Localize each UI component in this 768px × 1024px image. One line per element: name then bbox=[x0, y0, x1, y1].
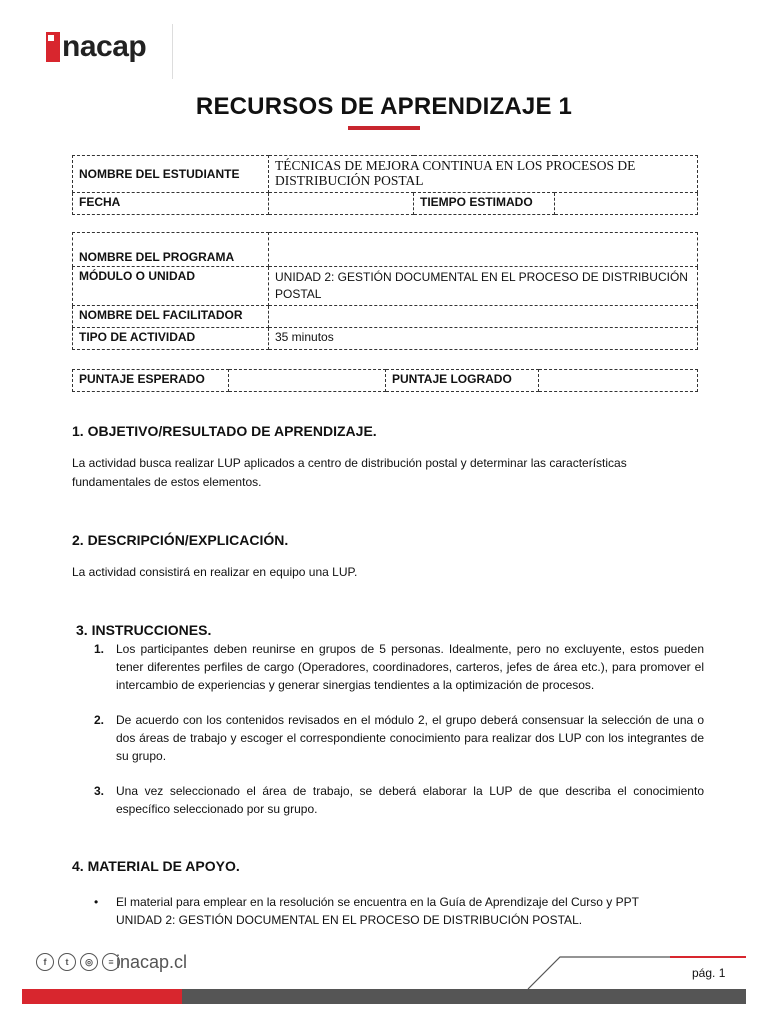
social-icons bbox=[36, 953, 120, 971]
module-label: MÓDULO O UNIDAD bbox=[73, 267, 269, 306]
page-number: pág. 1 bbox=[692, 966, 726, 980]
logo-mark-icon bbox=[46, 32, 60, 62]
date-label: FECHA bbox=[73, 193, 269, 215]
header-divider bbox=[172, 24, 173, 79]
program-table bbox=[72, 232, 698, 350]
instruction-item bbox=[94, 711, 704, 765]
section-2-heading: 2. DESCRIPCIÓN/EXPLICACIÓN. bbox=[72, 532, 289, 548]
instruction-number: 1. bbox=[94, 642, 105, 656]
material-bullet bbox=[94, 893, 726, 929]
expected-score-value[interactable] bbox=[229, 370, 386, 392]
section-1-heading: 1. OBJETIVO/RESULTADO DE APRENDIZAJE. bbox=[72, 423, 377, 439]
material-line-2: UNIDAD 2: GESTIÓN DOCUMENTAL EN EL PROCESO DE DISTRIBUCIÓN POSTAL. bbox=[116, 913, 583, 927]
achieved-score-value[interactable] bbox=[539, 370, 698, 392]
instruction-text: De acuerdo con los contenidos revisados en el módulo 2, el grupo deberá consensuar la selección de una o dos áreas de trabajo y escoger el correspondiente conocimiento para realizar dos LUP con los integrantes de su grupo. bbox=[116, 713, 704, 763]
footer-site-link[interactable]: inacap.cl bbox=[116, 952, 188, 972]
title-underline bbox=[348, 126, 420, 130]
footer-red-bar bbox=[22, 989, 182, 1004]
estimated-time-value[interactable] bbox=[555, 193, 698, 215]
facilitator-value[interactable] bbox=[269, 306, 698, 328]
section-1-text: La actividad busca realizar LUP aplicados a centro de distribución postal y determinar las características fundamentales de estos elementos. bbox=[72, 456, 627, 489]
program-name-label: NOMBRE DEL PROGRAMA bbox=[73, 233, 269, 267]
instructions-list bbox=[94, 640, 704, 818]
section-2-text: La actividad consistirá en realizar en equipo una LUP. bbox=[72, 565, 358, 579]
facilitator-label: NOMBRE DEL FACILITADOR bbox=[73, 306, 269, 328]
footer-gray-bar bbox=[182, 989, 746, 1004]
instruction-number: 3. bbox=[94, 784, 105, 798]
achieved-score-label: PUNTAJE LOGRADO bbox=[386, 370, 539, 392]
section-4-heading: 4. MATERIAL DE APOYO. bbox=[72, 858, 240, 874]
inacap-logo bbox=[46, 32, 146, 62]
twitter-icon[interactable]: t bbox=[58, 953, 76, 971]
instruction-text: Los participantes deben reunirse en grupos de 5 personas. Idealmente, pero no excluyente, estos pueden tener diferentes perfiles de cargo (Operadores, coordinadores, carteros, jefes de área etc.), para promover el intercambio de experiencias y generar sinergias tendientes a la optimización de procesos. bbox=[116, 642, 704, 692]
module-value[interactable]: UNIDAD 2: GESTIÓN DOCUMENTAL EN EL PROCESO DE DISTRIBUCIÓN POSTAL bbox=[269, 267, 698, 306]
expected-score-label: PUNTAJE ESPERADO bbox=[73, 370, 229, 392]
material-line-1: El material para emplear en la resolución se encuentra en la Guía de Aprendizaje del Curso y PPT bbox=[116, 895, 639, 909]
activity-type-value[interactable]: 35 minutos bbox=[269, 328, 698, 350]
score-table bbox=[72, 369, 698, 392]
date-value[interactable] bbox=[269, 193, 414, 215]
instagram-icon[interactable]: ◎ bbox=[80, 953, 98, 971]
estimated-time-label: TIEMPO ESTIMADO bbox=[414, 193, 555, 215]
page-title: RECURSOS DE APRENDIZAJE 1 bbox=[195, 93, 573, 120]
section-3-heading: 3. INSTRUCCIONES. bbox=[76, 622, 212, 638]
activity-type-label: TIPO DE ACTIVIDAD bbox=[73, 328, 269, 350]
logo-text: nacap bbox=[62, 30, 147, 63]
student-name-value[interactable]: TÉCNICAS DE MEJORA CONTINUA EN LOS PROCESOS DE DISTRIBUCIÓN POSTAL bbox=[269, 156, 698, 193]
facebook-icon[interactable]: f bbox=[36, 953, 54, 971]
instruction-text: Una vez seleccionado el área de trabajo, se deberá elaborar la LUP de que describa el conocimiento específico seleccionado por su grupo. bbox=[116, 784, 704, 816]
blog-icon[interactable]: ≡ bbox=[102, 953, 120, 971]
instruction-item bbox=[94, 782, 704, 818]
instruction-number: 2. bbox=[94, 713, 105, 727]
instruction-item bbox=[94, 640, 704, 694]
bullet-dot-icon: • bbox=[94, 895, 99, 909]
student-name-label: NOMBRE DEL ESTUDIANTE bbox=[73, 156, 269, 193]
student-table bbox=[72, 155, 698, 215]
program-name-value[interactable] bbox=[269, 233, 698, 267]
